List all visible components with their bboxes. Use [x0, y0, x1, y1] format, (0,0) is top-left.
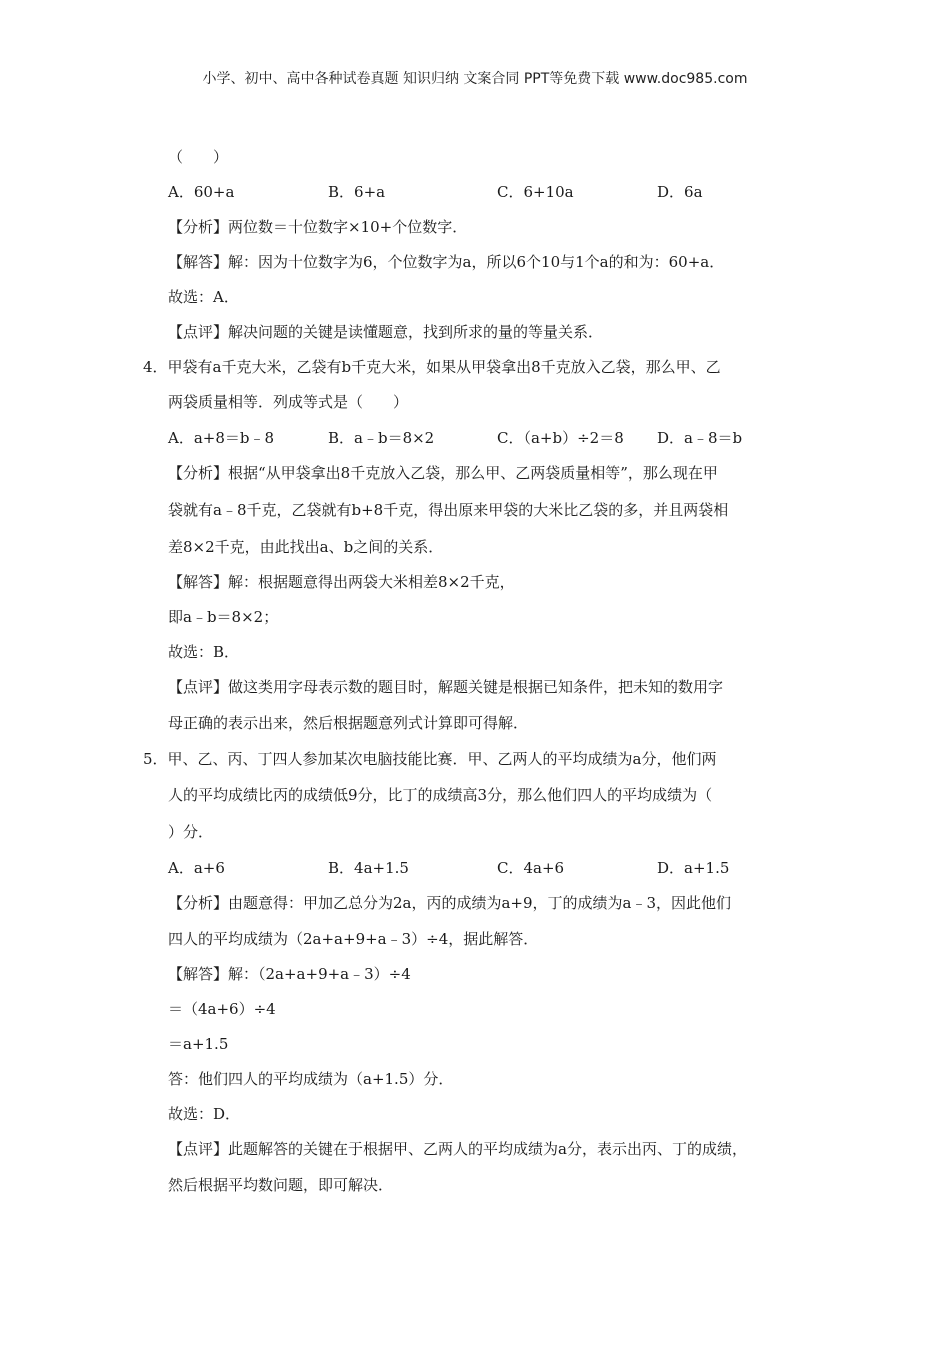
q4-answer-line2: 即a﹣b＝8×2； [168, 608, 279, 626]
q4-analysis-line1: 【分析】根据“从甲袋拿出8千克放入乙袋，那么甲、乙两袋质量相等”，那么现在甲 [168, 464, 718, 482]
q5-comment-line1: 【点评】此题解答的关键在于根据甲、乙两人的平均成绩为a分，表示出丙、丁的成绩， [168, 1140, 747, 1158]
q3-option-d: D．6a [657, 183, 703, 201]
page-header: 小学、初中、高中各种试卷真题 知识归纳 文案合同 PPT等免费下载 www.doc985.com [202, 71, 748, 87]
q5-stem-line3: ）分． [168, 823, 214, 841]
q4-stem-line1: 4．甲袋有a千克大米，乙袋有b千克大米，如果从甲袋拿出8千克放入乙袋，那么甲、乙 [143, 358, 721, 376]
q5-answer-line3: ＝a+1.5 [168, 1035, 229, 1053]
q5-analysis-line1: 【分析】由题意得：甲加乙总分为2a，丙的成绩为a+9，丁的成绩为a﹣3，因此他们 [168, 894, 732, 912]
q3-comment: 【点评】解决问题的关键是读懂题意，找到所求的量的等量关系． [168, 323, 604, 341]
q3-answer: 【解答】解：因为十位数字为6，个位数字为a，所以6个10与1个a的和为：60+a． [168, 253, 725, 271]
q4-option-d: D．a﹣8＝b [657, 429, 743, 447]
q3-option-a: A．60+a [168, 183, 235, 201]
q4-analysis-line2: 袋就有a﹣8千克，乙袋就有b+8千克，得出原来甲袋的大米比乙袋的多，并且两袋相 [168, 501, 729, 519]
q4-option-c: C．（a+b）÷2＝8 [497, 429, 624, 447]
q4-comment-line2: 母正确的表示出来，然后根据题意列式计算即可得解． [168, 714, 529, 732]
q3-analysis: 【分析】两位数＝十位数字×10+个位数字． [168, 218, 468, 236]
q4-stem-line2: 两袋质量相等．列成等式是（ ） [168, 393, 409, 411]
q5-stem-line1: 5．甲、乙、丙、丁四人参加某次电脑技能比赛．甲、乙两人的平均成绩为a分，他们两 [143, 750, 717, 768]
q5-choice: 故选：D． [168, 1105, 241, 1123]
q5-stem-line2: 人的平均成绩比丙的成绩低9分，比丁的成绩高3分，那么他们四人的平均成绩为（ [168, 786, 713, 804]
q5-option-b: B．4a+1.5 [328, 859, 409, 877]
q4-option-a: A．a+8＝b﹣8 [168, 429, 275, 447]
q5-analysis-line2: 四人的平均成绩为（2a+a+9+a﹣3）÷4，据此解答． [168, 930, 539, 948]
q4-option-b: B．a﹣b＝8×2 [328, 429, 435, 447]
q3-option-b: B．6+a [328, 183, 386, 201]
q4-analysis-line3: 差8×2千克，由此找出a、b之间的关系． [168, 538, 444, 556]
q3-stem-tail: （ ） [168, 148, 229, 166]
q3-option-c: C．6+10a [497, 183, 574, 201]
q5-answer-line1: 【解答】解：（2a+a+9+a﹣3）÷4 [168, 965, 411, 983]
q5-answer-line2: ＝（4a+6）÷4 [168, 1000, 276, 1018]
q5-option-c: C．4a+6 [497, 859, 565, 877]
q4-answer-line1: 【解答】解：根据题意得出两袋大米相差8×2千克， [168, 573, 515, 591]
q5-option-d: D．a+1.5 [657, 859, 730, 877]
q5-answer-line4: 答：他们四人的平均成绩为（a+1.5）分． [168, 1070, 454, 1088]
q5-option-a: A．a+6 [168, 859, 225, 877]
q4-choice: 故选：B． [168, 643, 240, 661]
q4-comment-line1: 【点评】做这类用字母表示数的题目时，解题关键是根据已知条件，把未知的数用字 [168, 678, 724, 696]
q5-comment-line2: 然后根据平均数问题，即可解决． [168, 1176, 394, 1194]
q3-choice: 故选：A． [168, 288, 239, 306]
